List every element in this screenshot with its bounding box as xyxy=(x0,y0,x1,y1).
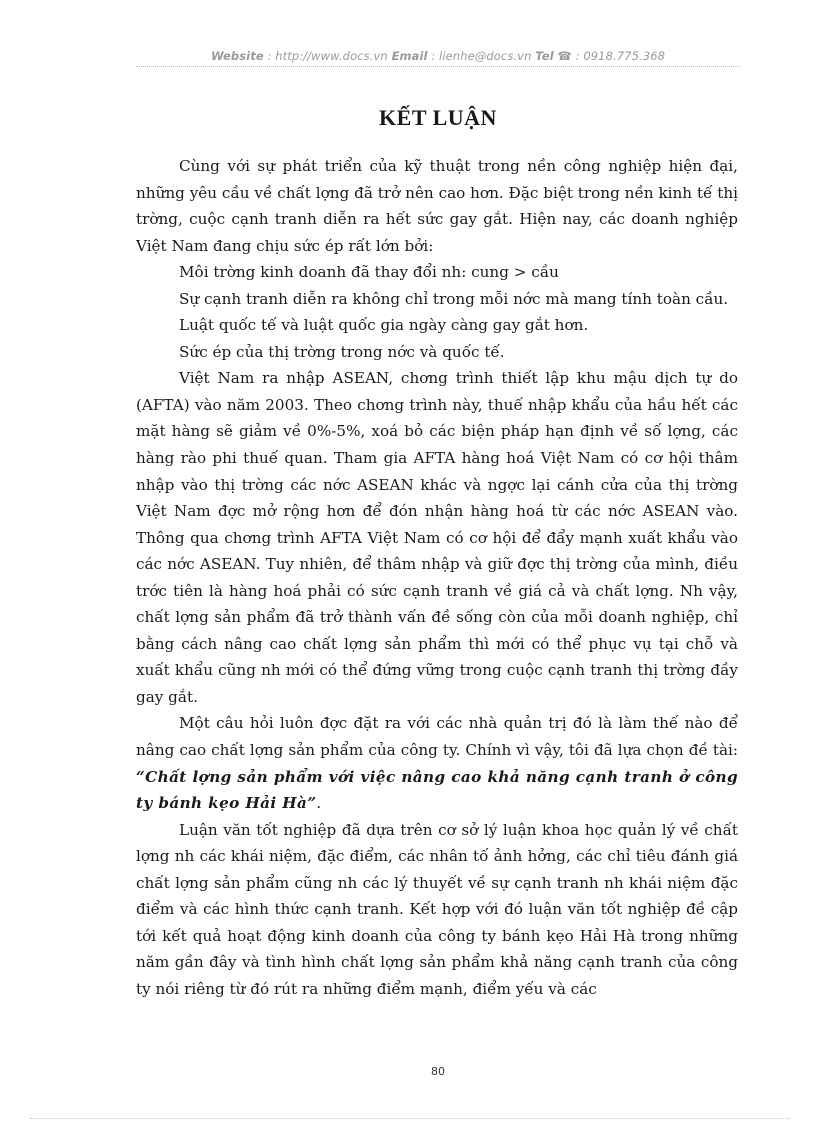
header-colon: : xyxy=(267,49,276,63)
header-colon: : xyxy=(431,49,440,63)
header-colon: : xyxy=(575,49,584,63)
topic-lead-text: Một câu hỏi luôn đợc đặt ra với các nhà quản trị đó là làm thế nào để nâng cao chất lợng sản phẩm của công ty. Chính vì vậy, tôi đã lựa chọn đề tài: xyxy=(136,714,738,760)
paragraph-asean: Việt Nam ra nhập ASEAN, chơng trình thiết lập khu mậu dịch tự do (AFTA) vào năm 2003. Theo chơng trình này, thuế nhập khẩu của hầu hết các mặt hàng sẽ giảm về 0%-5%, xoá bỏ các biện pháp hạn định về số lợng, các hàng rào phi thuế quan. Tham gia AFTA hàng hoá Việt Nam có cơ hội thâm nhập vào thị trờng các nớc ASEAN khác và ngợc lại cánh cửa của thị trờng Việt Nam đợc mở rộng hơn để đón nhận hàng hoá từ các nớc ASEAN vào. Thông qua chơng trình AFTA Việt Nam có cơ hội để đẩy mạnh xuất khẩu vào các nớc ASEAN. Tuy nhiên, để thâm nhập và giữ đợc thị trờng của mình, điều trớc tiên là hàng hoá phải có sức cạnh tranh về giá cả và chất lợng. Nh vậy, chất lợng sản phẩm đã trở thành vấn đề sống còn của mỗi doanh nghiệp, chỉ bằng cách nâng cao chất lợng sản phẩm thì mới có thể phục vụ tại chỗ và xuất khẩu cũng nh mới có thể đứng vững trong cuộc cạnh tranh thị trờng đầy gay gắt. xyxy=(136,369,738,706)
list-item: Sự cạnh tranh diễn ra không chỉ trong mỗi nớc mà mang tính toàn cầu. xyxy=(179,289,729,308)
paragraph-summary: Luận văn tốt nghiệp đã dựa trên cơ sở lý luận khoa học quản lý về chất lợng nh các khái niệm, đặc điểm, các nhân tố ảnh hởng, các chỉ tiêu đánh giá chất lợng sản phẩm cũng nh các lý thuyết về sự cạnh tranh nh khái niệm đặc điểm và các hình thức cạnh tranh. Kết hợp với đó luận văn tốt nghiệp đề cập tới kết quả hoạt động kinh doanh của công ty bánh kẹo Hải Hà trong những năm gần đây và tình hình chất lợng sản phẩm khả năng cạnh tranh của công ty nói riêng từ đó rút ra những điểm mạnh, điểm yếu và các xyxy=(136,820,738,998)
tel-value: 0918.775.368 xyxy=(583,49,666,63)
list-item: Sức ép của thị trờng trong nớc và quốc tế. xyxy=(179,342,505,361)
tel-label: Tel xyxy=(535,49,554,63)
email-label: Email xyxy=(391,49,428,63)
phone-icon: ☎ xyxy=(557,49,572,63)
website-label: Website xyxy=(210,49,264,63)
thesis-topic: “Chất lợng sản phẩm với việc nâng cao khả năng cạnh tranh ở công ty bánh kẹo Hải Hà” xyxy=(136,767,738,813)
page-header xyxy=(136,49,740,63)
list-item: Luật quốc tế và luật quốc gia ngày càng gay gắt hơn. xyxy=(179,316,589,335)
list-item: Môi trờng kinh doanh đã thay đổi nh: cung > cầu xyxy=(179,263,559,282)
document-body xyxy=(136,153,738,1003)
website-link[interactable]: http://www.docs.vn xyxy=(275,49,388,63)
paragraph-topic xyxy=(136,710,738,816)
page-title: KẾT LUẬN xyxy=(379,105,497,130)
footer-divider xyxy=(30,1118,790,1119)
header-divider xyxy=(136,66,740,67)
topic-end: . xyxy=(316,794,322,813)
email-link[interactable]: lienhe@docs.vn xyxy=(439,49,532,63)
page-number: 80 xyxy=(431,1065,445,1078)
paragraph-intro: Cùng với sự phát triển của kỹ thuật trong nền công nghiệp hiện đại, những yêu cầu về chất lợng đã trở nên cao hơn. Đặc biệt trong nền kinh tế thị trờng, cuộc cạnh tranh diễn ra hết sức gay gắt. Hiện nay, các doanh nghiệp Việt Nam đang chịu sức ép rất lớn bởi: xyxy=(136,157,738,255)
